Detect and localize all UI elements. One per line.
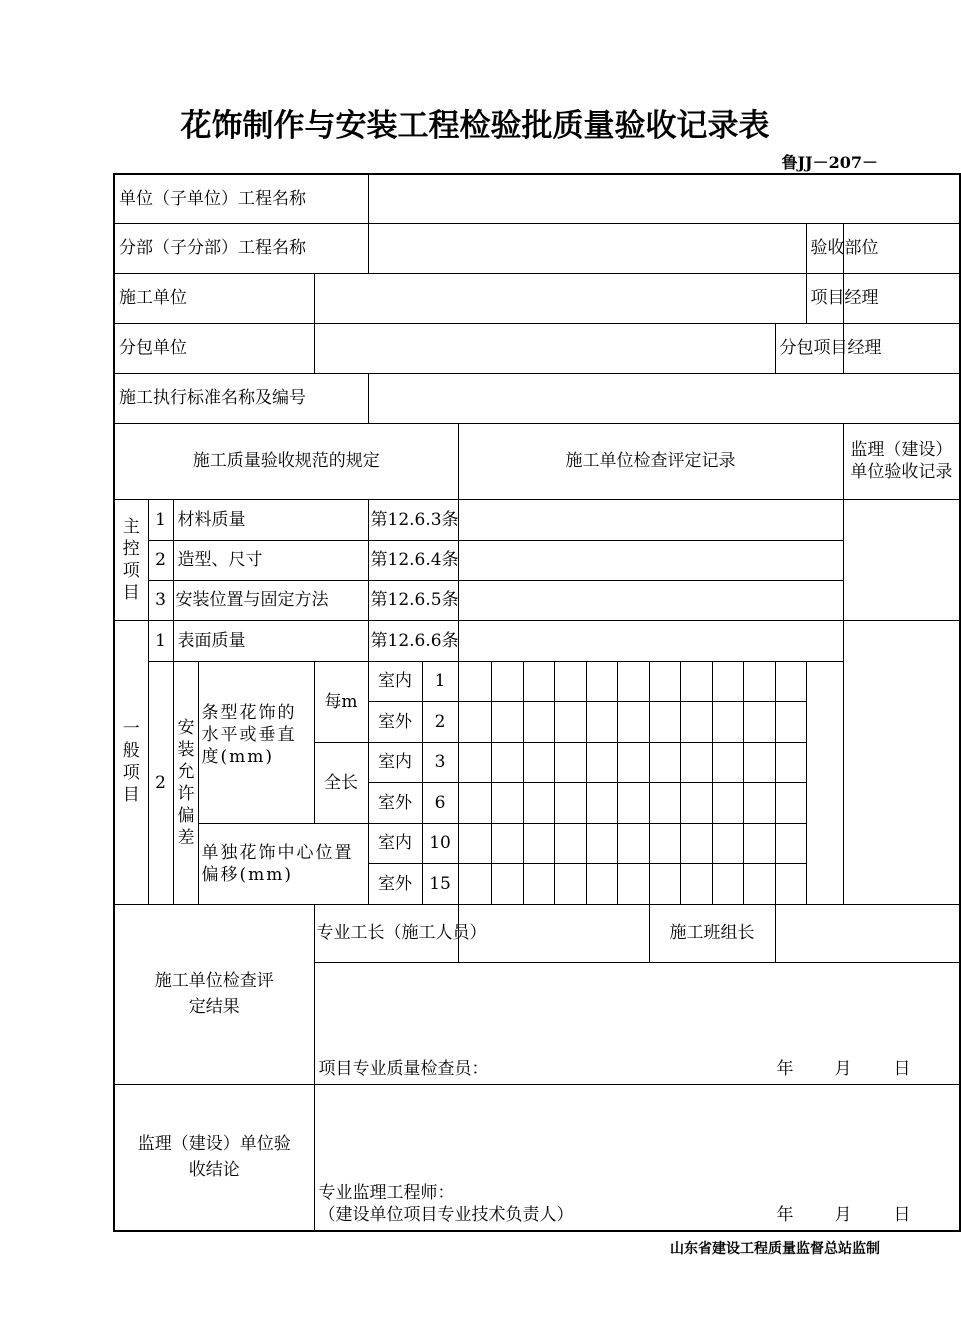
standard-label: 施工执行标准名称及编号 [114, 373, 368, 423]
project-name-field[interactable] [368, 174, 960, 223]
measure-cell[interactable] [680, 823, 712, 863]
measure-cell[interactable] [743, 701, 775, 742]
foreman-field[interactable] [458, 904, 649, 962]
tech-lead-label: （建设单位项目专业技术负责人） [318, 1205, 574, 1225]
year-label: 年 [776, 1058, 794, 1079]
day-label: 日 [893, 1058, 911, 1079]
measure-cell[interactable] [458, 661, 491, 701]
measure-cell[interactable] [458, 742, 491, 782]
acceptance-record-table [113, 173, 961, 1232]
sub-project-field[interactable] [368, 223, 806, 273]
measure-cell[interactable] [523, 661, 554, 701]
measure-cell[interactable] [649, 742, 680, 782]
spec-column-header: 施工质量验收规范的规定 [114, 423, 458, 499]
construction-unit-label: 施工单位 [114, 273, 314, 323]
main-item-clause: 第12.6.3条 [368, 499, 458, 540]
measure-cell[interactable] [617, 742, 649, 782]
main-item-clause: 第12.6.4条 [368, 540, 458, 580]
measure-cell[interactable] [743, 782, 775, 823]
tolerance-value: 15 [422, 863, 458, 904]
measure-cell[interactable] [523, 863, 554, 904]
form-title: 花饰制作与安装工程检验批质量验收记录表 [180, 108, 770, 144]
general-item-record[interactable] [458, 620, 843, 661]
measure-cell[interactable] [458, 863, 491, 904]
measure-cell[interactable] [743, 823, 775, 863]
measure-cell[interactable] [491, 782, 523, 823]
measure-cell[interactable] [743, 863, 775, 904]
measure-cell[interactable] [617, 701, 649, 742]
tolerance-value: 10 [422, 823, 458, 863]
general-items-supervision[interactable] [843, 620, 960, 904]
general-item-no: 1 [148, 620, 173, 661]
engineer-label: 专业监理工程师： [318, 1183, 455, 1203]
tolerance-value: 2 [422, 701, 458, 742]
measure-cell[interactable] [523, 823, 554, 863]
month-label: 月 [834, 1205, 852, 1225]
measure-cell[interactable] [649, 782, 680, 823]
measure-cell[interactable] [458, 823, 491, 863]
full-length-label: 全长 [314, 742, 368, 823]
measure-cell[interactable] [554, 863, 586, 904]
main-item-no: 1 [148, 499, 173, 540]
measure-cell[interactable] [649, 661, 680, 701]
measure-cell[interactable] [649, 701, 680, 742]
measure-cell[interactable] [523, 782, 554, 823]
measure-cell[interactable] [712, 742, 743, 782]
measure-cell[interactable] [491, 742, 523, 782]
standard-field[interactable] [368, 373, 960, 423]
indoor-label: 室内 [368, 742, 422, 782]
measure-cell[interactable] [617, 661, 649, 701]
main-item-name: 安装位置与固定方法 [173, 580, 368, 620]
measure-cell[interactable] [458, 701, 491, 742]
outdoor-label: 室外 [368, 701, 422, 742]
supervision-column-header: 监理（建设）单位验收记录 [843, 423, 960, 499]
general-item-clause: 第12.6.6条 [368, 620, 458, 661]
measure-cell[interactable] [775, 782, 806, 823]
per-meter-label: 每m [314, 661, 368, 742]
measure-cell[interactable] [775, 863, 806, 904]
measure-cell[interactable] [743, 742, 775, 782]
subcontract-unit-label: 分包单位 [114, 323, 314, 373]
main-items-label: 主控项目 [114, 499, 148, 620]
measure-cell[interactable] [523, 701, 554, 742]
measure-cell[interactable] [491, 701, 523, 742]
main-item-no: 2 [148, 540, 173, 580]
sub-project-label: 分部（子分部）工程名称 [114, 223, 368, 273]
main-items-supervision[interactable] [843, 499, 960, 620]
measure-cell[interactable] [680, 863, 712, 904]
deviation-group-label: 安装允许偏差 [173, 661, 198, 904]
measure-cell[interactable] [712, 863, 743, 904]
measure-cell[interactable] [617, 782, 649, 823]
tolerance-value: 6 [422, 782, 458, 823]
measure-cell[interactable] [491, 863, 523, 904]
team-leader-label: 施工班组长 [649, 904, 775, 962]
year-label: 年 [776, 1205, 794, 1225]
measure-cell[interactable] [712, 701, 743, 742]
general-item-name: 表面质量 [173, 620, 368, 661]
outdoor-label: 室外 [368, 863, 422, 904]
footer-issuer: 山东省建设工程质量监督总站监制 [670, 1241, 880, 1257]
deviation-item-no: 2 [148, 661, 173, 904]
measure-cell[interactable] [586, 742, 617, 782]
main-item-name: 材料质量 [173, 499, 368, 540]
main-item-record[interactable] [458, 580, 843, 620]
measure-cell[interactable] [617, 863, 649, 904]
measure-cell[interactable] [649, 863, 680, 904]
measure-cell[interactable] [554, 701, 586, 742]
measure-cell[interactable] [586, 782, 617, 823]
measure-cell[interactable] [617, 823, 649, 863]
strip-decoration-label: 条型花饰的水平或垂直度(mm) [198, 661, 314, 823]
main-item-record[interactable] [458, 499, 843, 540]
month-label: 月 [834, 1058, 852, 1079]
measure-cell[interactable] [775, 701, 806, 742]
measure-cell[interactable] [712, 823, 743, 863]
measure-cell[interactable] [554, 782, 586, 823]
measure-cell[interactable] [680, 782, 712, 823]
main-item-name: 造型、尺寸 [173, 540, 368, 580]
subcontract-manager-label: 分包项目经理 [775, 323, 843, 373]
measure-cell[interactable] [680, 661, 712, 701]
measure-cell[interactable] [586, 661, 617, 701]
measure-cell[interactable] [680, 701, 712, 742]
measure-cell[interactable] [458, 782, 491, 823]
inspector-label: 项目专业质量检查员： [318, 1058, 489, 1079]
measure-cell[interactable] [554, 823, 586, 863]
main-item-clause: 第12.6.5条 [368, 580, 458, 620]
outdoor-label: 室外 [368, 782, 422, 823]
form-code: 鲁JJ－207－ [781, 153, 878, 172]
measure-cell[interactable] [775, 661, 806, 701]
measure-cell[interactable] [586, 823, 617, 863]
foreman-label: 专业工长（施工人员） [314, 904, 458, 962]
result-label: 施工单位检查评定结果 [114, 904, 314, 1084]
measure-cell[interactable] [775, 742, 806, 782]
result-signature-area[interactable] [314, 962, 960, 1084]
measure-cell[interactable] [743, 661, 775, 701]
measure-cell[interactable] [649, 823, 680, 863]
measure-cell[interactable] [523, 742, 554, 782]
measure-cell[interactable] [586, 701, 617, 742]
measure-cell[interactable] [680, 742, 712, 782]
day-label: 日 [893, 1205, 911, 1225]
conclusion-label: 监理（建设）单位验收结论 [114, 1084, 314, 1231]
acceptance-part-label: 验收部位 [806, 223, 843, 273]
main-item-record[interactable] [458, 540, 843, 580]
team-leader-field[interactable] [775, 904, 960, 962]
main-item-no: 3 [148, 580, 173, 620]
project-name-label: 单位（子单位）工程名称 [114, 174, 368, 223]
measure-cell[interactable] [586, 863, 617, 904]
measure-cell[interactable] [712, 661, 743, 701]
measure-cell[interactable] [554, 742, 586, 782]
conclusion-signature-area[interactable] [314, 1084, 960, 1231]
tolerance-value: 1 [422, 661, 458, 701]
measure-cell[interactable] [554, 661, 586, 701]
general-items-label: 一般项目 [114, 620, 148, 904]
measure-cell[interactable] [491, 823, 523, 863]
measure-cell[interactable] [491, 661, 523, 701]
single-decoration-label: 单独花饰中心位置偏移(mm) [198, 823, 368, 904]
construction-unit-field[interactable] [314, 273, 806, 323]
subcontract-unit-field[interactable] [314, 323, 775, 373]
record-column-header: 施工单位检查评定记录 [458, 423, 843, 499]
measure-cell[interactable] [712, 782, 743, 823]
indoor-label: 室内 [368, 661, 422, 701]
tolerance-value: 3 [422, 742, 458, 782]
indoor-label: 室内 [368, 823, 422, 863]
measure-cell[interactable] [775, 823, 806, 863]
project-manager-label: 项目经理 [806, 273, 843, 323]
